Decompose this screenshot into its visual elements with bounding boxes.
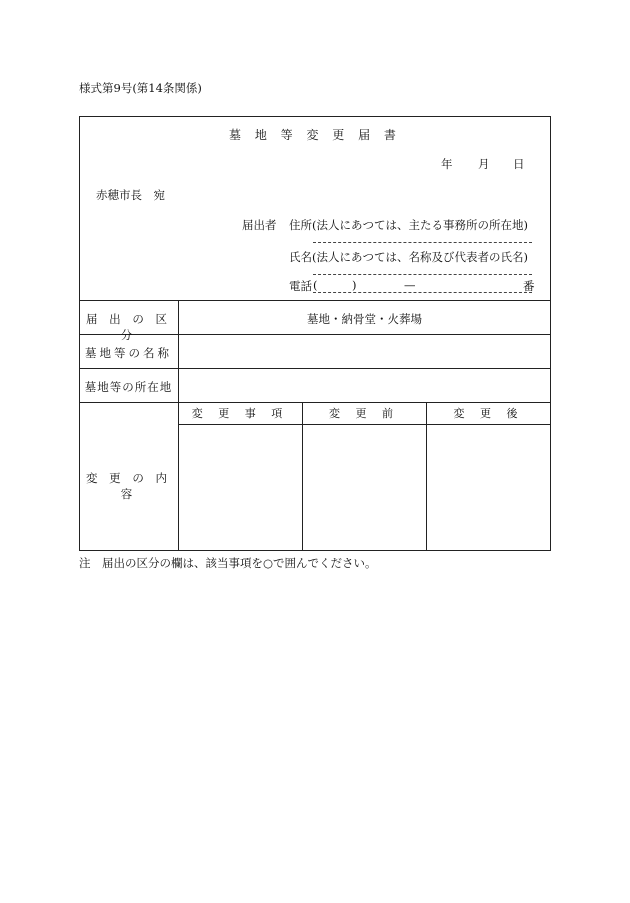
form-title: 墓 地 等 変 更 届 書 <box>229 128 401 142</box>
name-label: 氏名(法人にあつては、名称及び代表者の氏名) <box>289 250 528 264</box>
column-header-divider <box>178 424 551 425</box>
footer-note: 注 届出の区分の欄は、該当事項を○で囲んでください。 <box>79 556 377 570</box>
phone-paren-open: ( <box>313 278 318 292</box>
name-underline <box>313 274 532 275</box>
row-label-name: 墓地等の名称 <box>85 346 172 360</box>
phone-dash: — <box>404 278 416 292</box>
row-label-change: 変 更 の 内 容 <box>86 471 171 501</box>
phone-suffix: 番 <box>523 279 535 293</box>
column-header-before: 変 更 前 <box>329 407 399 420</box>
date-day: 日 <box>513 157 525 171</box>
form-number: 様式第9号(第14条関係) <box>79 81 202 95</box>
row-value-category: 墓地・納骨堂・火葬場 <box>307 312 422 326</box>
row-label-location: 墓地等の所在地 <box>84 380 173 394</box>
column-header-change-item: 変 更 事 項 <box>191 407 289 420</box>
phone-label: 電話 <box>289 279 312 293</box>
row-divider-4 <box>79 402 551 403</box>
row-label-category: 届 出 の 区 分 <box>86 312 171 342</box>
change-column-divider-1 <box>302 402 303 551</box>
label-column-divider <box>178 300 179 551</box>
address-underline <box>313 242 532 243</box>
change-column-divider-2 <box>426 402 427 551</box>
phone-paren-close: ) <box>352 278 357 292</box>
row-divider-1 <box>79 300 551 301</box>
date-year: 年 <box>441 157 453 171</box>
column-header-after: 変 更 後 <box>453 407 524 420</box>
row-divider-3 <box>79 368 551 369</box>
notifier-label: 届出者 <box>242 218 277 232</box>
address-label: 住所(法人にあつては、主たる事務所の所在地) <box>289 218 528 232</box>
phone-underline <box>313 292 532 293</box>
addressee: 赤穂市長 宛 <box>96 188 165 202</box>
date-month: 月 <box>478 157 490 171</box>
